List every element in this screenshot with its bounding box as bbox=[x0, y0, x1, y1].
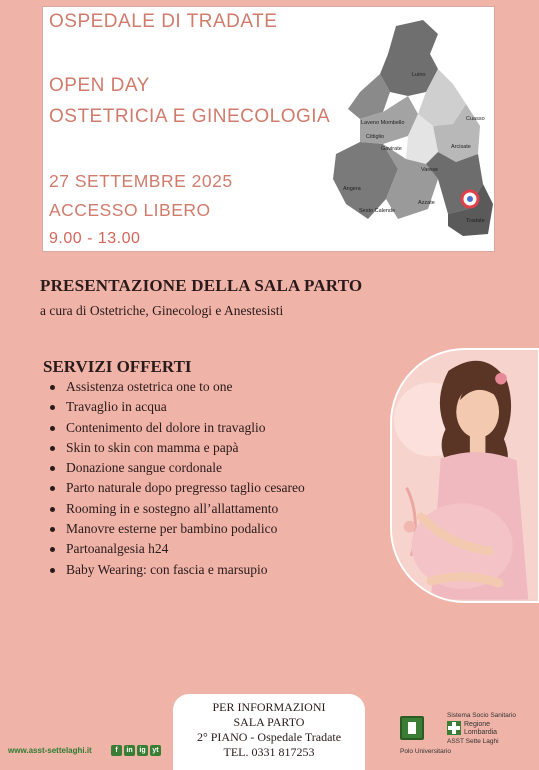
map-label-luino: Luino bbox=[412, 72, 426, 78]
list-item: Contenimento del dolore in travaglio bbox=[48, 418, 305, 438]
facebook-icon[interactable]: f bbox=[111, 745, 122, 756]
info-phone[interactable]: TEL. 0331 817253 bbox=[223, 745, 315, 759]
lombardia-logo-icon bbox=[447, 721, 461, 735]
lombardia-label: Lombardia bbox=[464, 729, 498, 736]
info-heading: PER INFORMAZIONI bbox=[212, 700, 326, 714]
website-link[interactable]: www.asst-settelaghi.it bbox=[8, 746, 92, 755]
institution-logos bbox=[400, 712, 520, 768]
page-title: PRESENTAZIONE DELLA SALA PARTO bbox=[40, 276, 363, 295]
hospital-crest-icon bbox=[400, 716, 424, 740]
info-department: SALA PARTO bbox=[233, 715, 305, 729]
illustration-graphic bbox=[392, 350, 538, 601]
map-label-laveno: Laveno Mombello bbox=[361, 120, 405, 126]
list-item: Donazione sangue cordonale bbox=[48, 458, 305, 478]
services-heading: SERVIZI OFFERTI bbox=[43, 357, 192, 376]
page-subtitle: a cura di Ostetriche, Ginecologi e Anestesisti bbox=[40, 303, 284, 318]
map-label-angera: Angera bbox=[343, 186, 361, 192]
linkedin-icon[interactable]: in bbox=[124, 745, 135, 756]
map-region-north bbox=[380, 20, 438, 96]
list-item: Assistenza ostetrica one to one bbox=[48, 377, 305, 397]
list-item: Partoanalgesia h24 bbox=[48, 539, 305, 559]
map-label-cittiglio: Cittiglio bbox=[366, 134, 385, 140]
services-list bbox=[48, 377, 305, 580]
pregnant-woman-illustration bbox=[390, 348, 539, 603]
list-item: Baby Wearing: con fascia e marsupio bbox=[48, 560, 305, 580]
instagram-icon[interactable]: ig bbox=[137, 745, 148, 756]
map-label-gavirate: Gavirate bbox=[381, 146, 402, 152]
list-item: Travaglio in acqua bbox=[48, 397, 305, 417]
map-label-cuasso: Cuasso bbox=[466, 116, 485, 122]
list-item: Parto naturale dopo pregresso taglio cesareo bbox=[48, 478, 305, 498]
province-map bbox=[288, 14, 493, 242]
map-graphic bbox=[288, 14, 493, 242]
polo-label: Polo Universitario bbox=[400, 748, 451, 755]
event-access: ACCESSO LIBERO bbox=[49, 200, 211, 220]
contact-info-box bbox=[173, 694, 365, 770]
event-title-line2: OSTETRICIA E GINECOLOGIA bbox=[49, 106, 331, 127]
sistema-label: Sistema Socio Sanitario bbox=[447, 712, 517, 719]
asst-label: ASST Sette Laghi bbox=[447, 738, 499, 745]
map-label-azzate: Azzate bbox=[418, 200, 435, 206]
regione-label: Regione bbox=[464, 721, 491, 728]
list-item: Skin to skin con mamma e papà bbox=[48, 438, 305, 458]
location-marker-dot bbox=[467, 196, 473, 202]
map-label-arcisate: Arcisate bbox=[451, 144, 471, 150]
map-label-tradate: Tradate bbox=[466, 218, 485, 224]
list-item: Rooming in e sostegno all’allattamento bbox=[48, 499, 305, 519]
hospital-name: OSPEDALE DI TRADATE bbox=[49, 11, 278, 32]
event-title-line1: OPEN DAY bbox=[49, 75, 150, 96]
youtube-icon[interactable]: yt bbox=[150, 745, 161, 756]
info-location: 2° PIANO - Ospedale Tradate bbox=[196, 730, 342, 744]
list-item: Manovre esterne per bambino podalico bbox=[48, 519, 305, 539]
map-label-varese: Varese bbox=[421, 167, 439, 173]
event-hours: 9.00 - 13.00 bbox=[49, 230, 141, 247]
map-label-sesto-calende: Sesto Calende bbox=[359, 208, 396, 214]
event-date: 27 SETTEMBRE 2025 bbox=[49, 171, 233, 191]
